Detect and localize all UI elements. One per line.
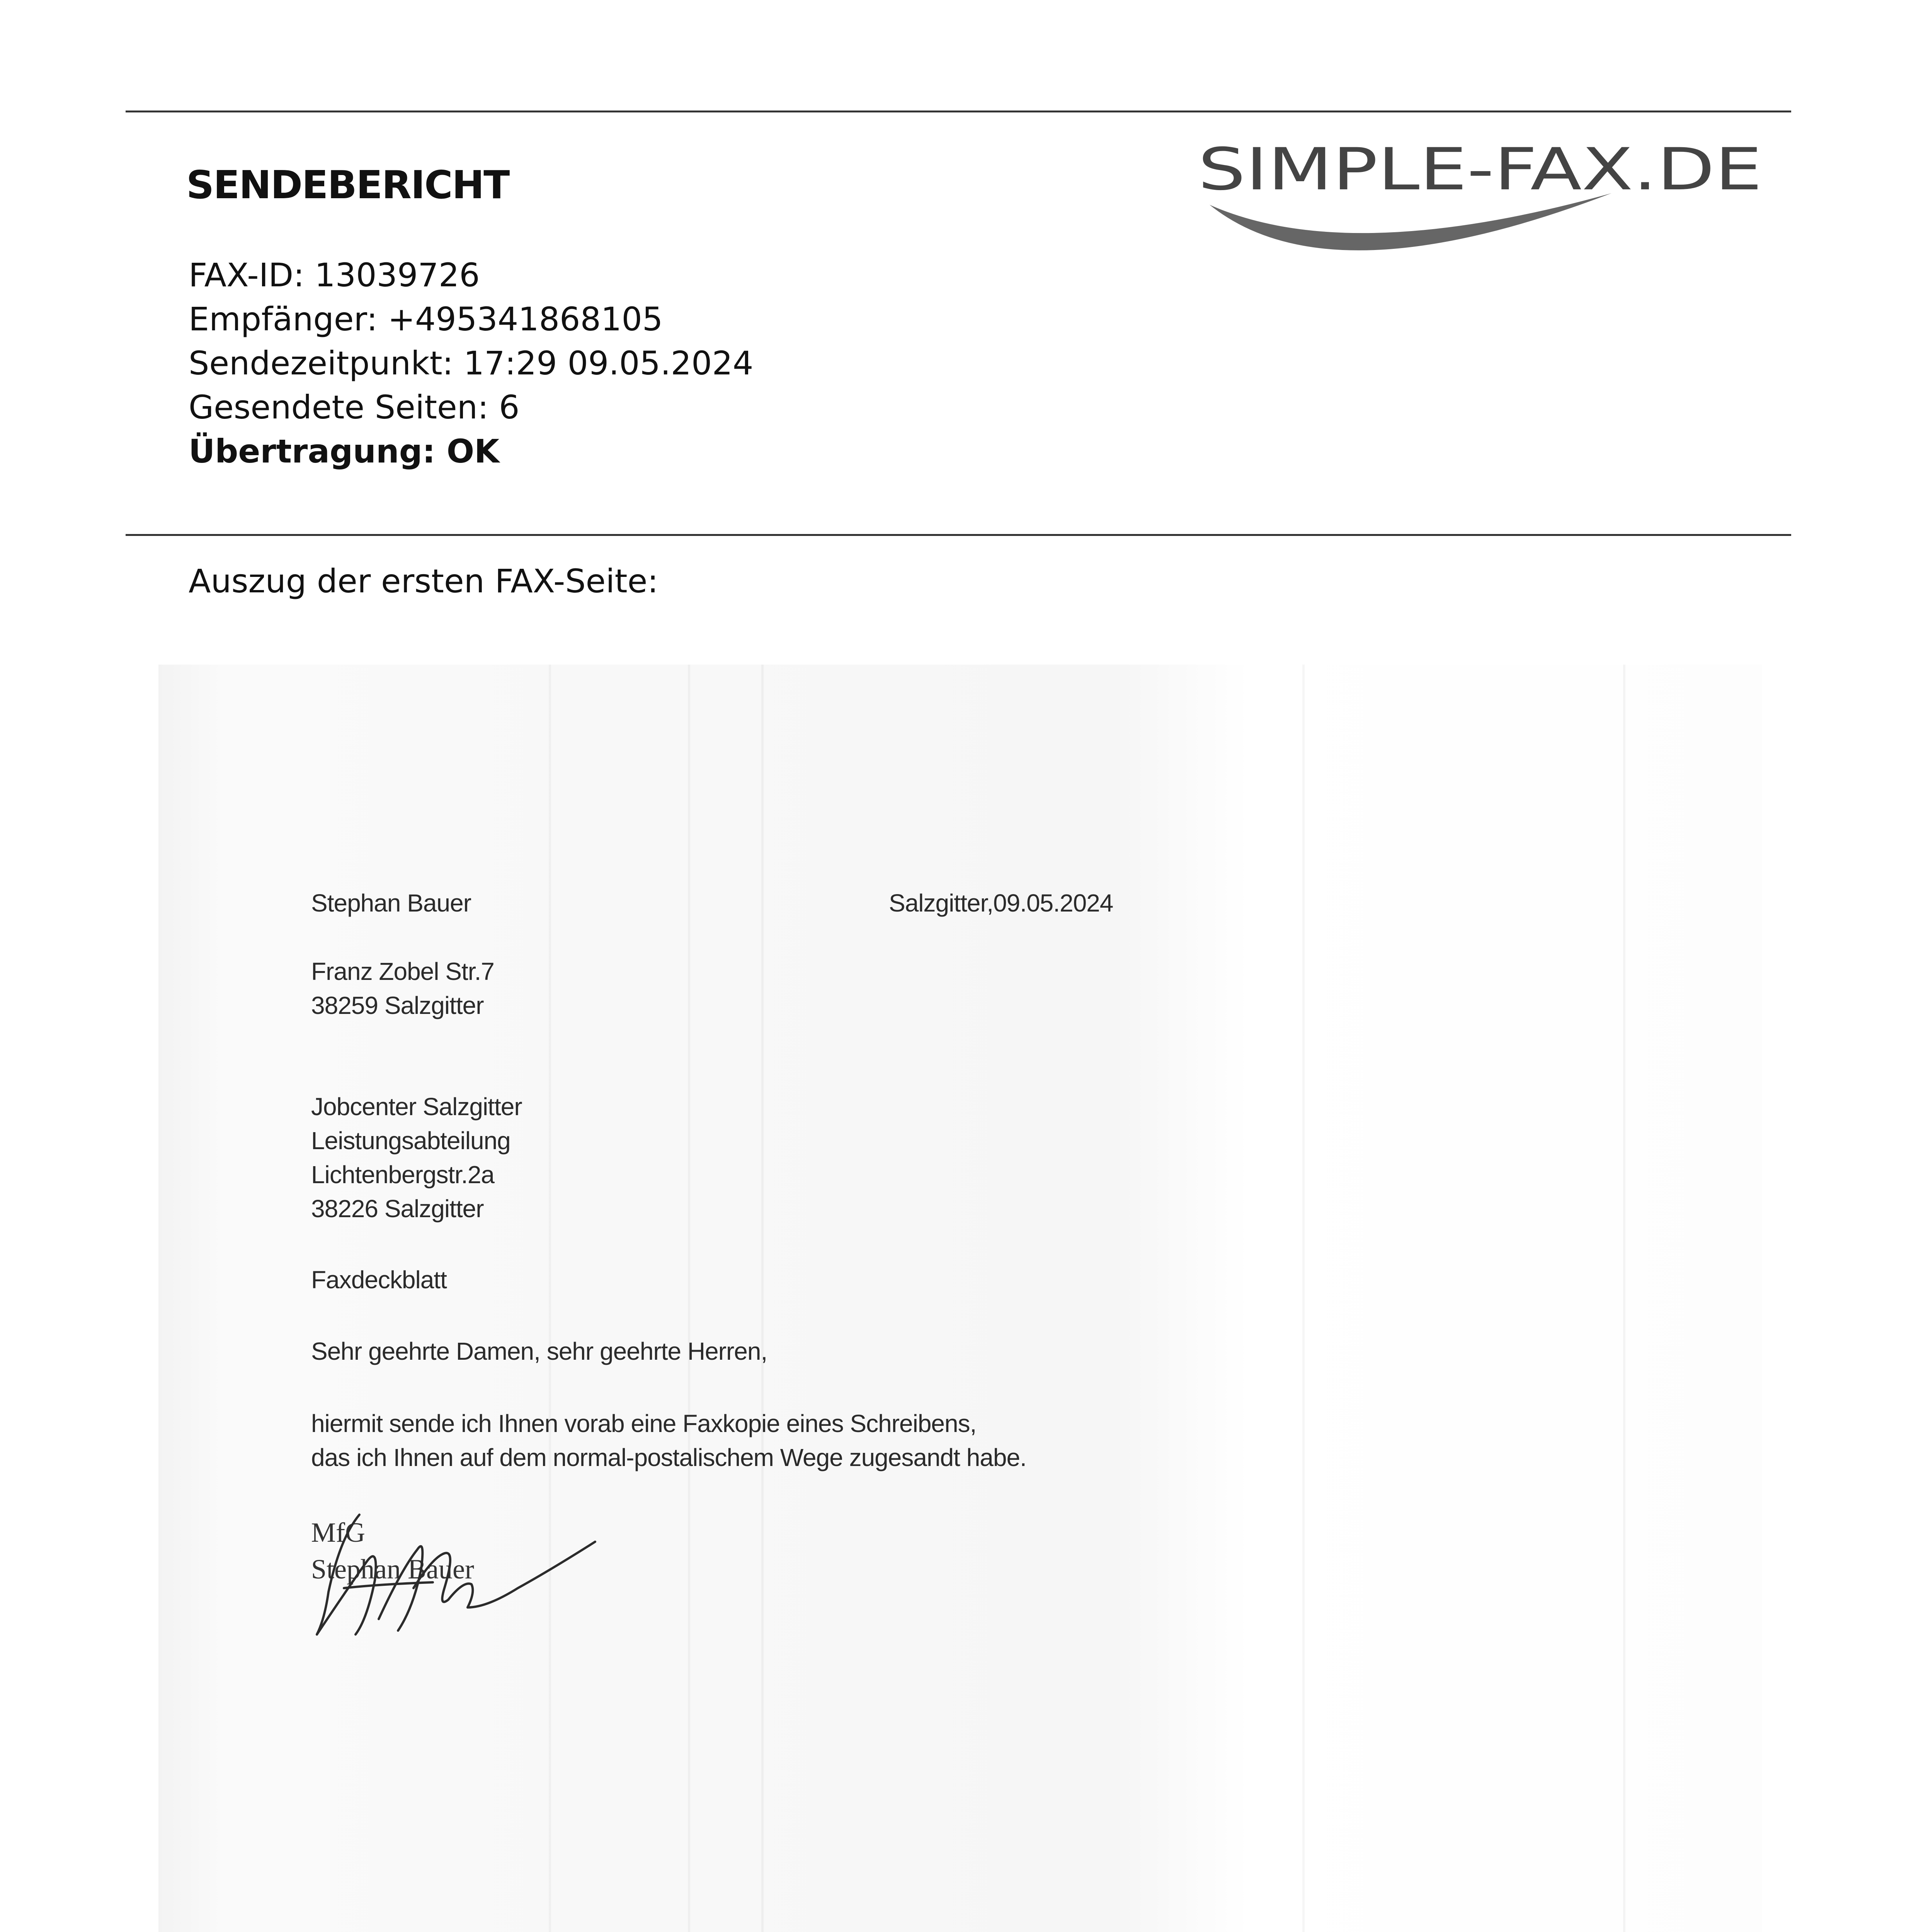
- body-line: das ich Ihnen auf dem normal-postalischem Wege zugesandt habe.: [311, 1444, 1026, 1471]
- recipient-number: Empfänger: +495341868105: [189, 300, 663, 338]
- place-date: Salzgitter,09.05.2024: [889, 889, 1113, 917]
- pages-sent: Gesendete Seiten: 6: [189, 388, 520, 426]
- closing: MfG: [311, 1517, 365, 1548]
- transmission-status: Übertragung: OK: [189, 432, 500, 470]
- recipient-line: 38226 Salzgitter: [311, 1195, 484, 1223]
- sender-street: Franz Zobel Str.7: [311, 957, 494, 985]
- recipient-line: Leistungsabteilung: [311, 1127, 510, 1155]
- fax-id: FAX-ID: 13039726: [189, 256, 480, 294]
- closing-name: Stephan Bauer: [311, 1554, 474, 1585]
- recipient-line: Jobcenter Salzgitter: [311, 1093, 522, 1121]
- report-title: SENDEBERICHT: [186, 162, 509, 207]
- middle-divider: [126, 534, 1791, 536]
- fax-subject: Faxdeckblatt: [311, 1266, 447, 1294]
- send-time: Sendezeitpunkt: 17:29 09.05.2024: [189, 344, 754, 382]
- sender-address: [311, 954, 494, 1022]
- recipient-address: [311, 1090, 522, 1226]
- report-details: [189, 253, 753, 473]
- fax-page-excerpt: [158, 665, 1762, 1932]
- fax-body: [311, 1406, 1026, 1475]
- simple-fax-logo: [1194, 139, 1766, 282]
- logo-text: SIMPLE-FAX.DE: [1198, 139, 1762, 203]
- recipient-line: Lichtenbergstr.2a: [311, 1161, 494, 1189]
- sender-name: Stephan Bauer: [311, 889, 471, 917]
- body-line: hiermit sende ich Ihnen vorab eine Faxkopie eines Schreibens,: [311, 1410, 977, 1437]
- sender-city: 38259 Salzgitter: [311, 992, 484, 1019]
- top-divider: [126, 111, 1791, 112]
- excerpt-label: Auszug der ersten FAX-Seite:: [189, 562, 659, 600]
- fax-salutation: Sehr geehrte Damen, sehr geehrte Herren,: [311, 1337, 767, 1365]
- handwritten-signature: [301, 1492, 611, 1654]
